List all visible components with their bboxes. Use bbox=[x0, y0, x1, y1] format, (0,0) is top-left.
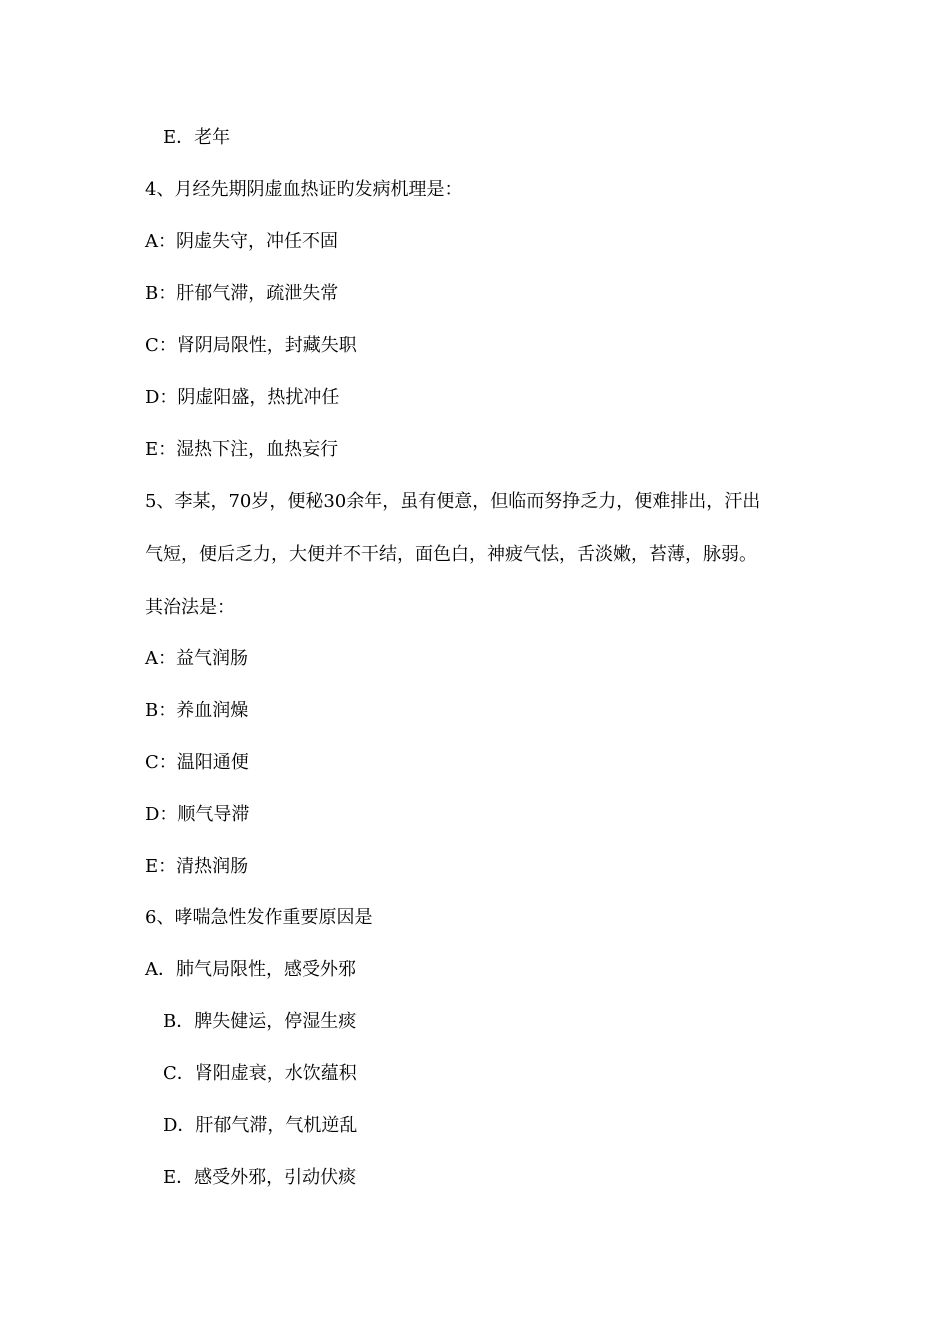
option-d-q4: D：阴虚阳盛，热扰冲任 bbox=[145, 387, 340, 408]
option-e-q5: E：清热润肠 bbox=[145, 856, 249, 877]
question-5-line-2: 气短，便后乏力，大便并不干结，面色白，神疲气怯，舌淡嫩，苔薄，脉弱。 bbox=[145, 544, 757, 565]
option-a-q6: A．肺气局限性，感受外邪 bbox=[145, 959, 356, 980]
option-d-q6: D．肝郁气滞，气机逆乱 bbox=[163, 1115, 358, 1136]
option-c-q5: C：温阳通便 bbox=[145, 752, 249, 773]
question-5-line-1: 5、李某，70岁，便秘30余年，虽有便意，但临而努挣乏力，便难排出，汗出 bbox=[145, 491, 761, 512]
option-b-q6: B．脾失健运，停湿生痰 bbox=[163, 1011, 357, 1032]
option-e-q4: E：湿热下注，血热妄行 bbox=[145, 439, 339, 460]
question-6: 6、哮喘急性发作重要原因是 bbox=[145, 907, 373, 928]
option-b-q5: B：养血润燥 bbox=[145, 700, 249, 721]
question-4: 4、月经先期阴虚血热证旳发病机理是： bbox=[145, 179, 463, 200]
option-a-q5: A：益气润肠 bbox=[145, 648, 248, 669]
option-c-q6: C．肾阳虚衰，水饮蕴积 bbox=[163, 1063, 357, 1084]
option-a-q4: A：阴虚失守，冲任不固 bbox=[145, 231, 338, 252]
question-5-line-3: 其治法是： bbox=[145, 597, 235, 618]
option-e-q6: E．感受外邪，引动伏痰 bbox=[163, 1167, 357, 1188]
option-c-q4: C：肾阴局限性，封藏失职 bbox=[145, 335, 357, 356]
option-e-q3: E．老年 bbox=[163, 127, 231, 148]
option-b-q4: B：肝郁气滞，疏泄失常 bbox=[145, 283, 339, 304]
option-d-q5: D：顺气导滞 bbox=[145, 804, 250, 825]
